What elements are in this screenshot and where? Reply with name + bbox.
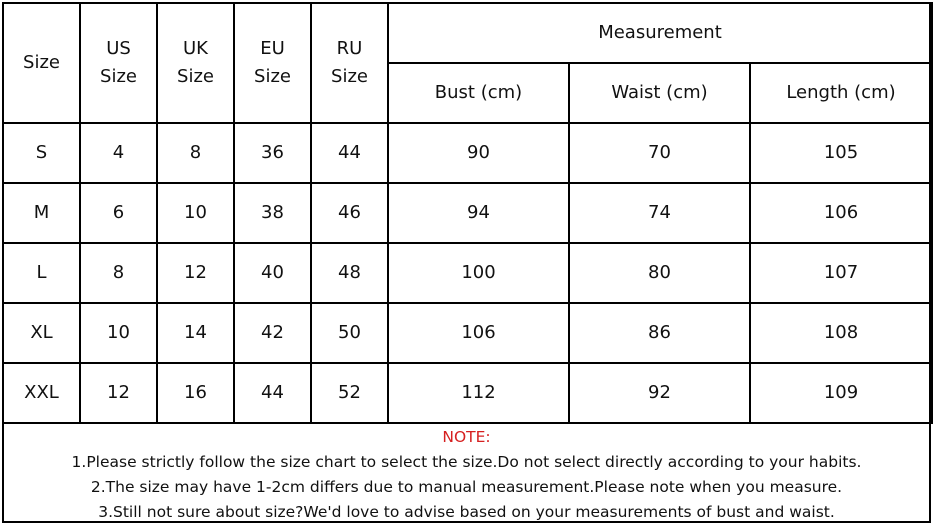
cell-eu: 44	[234, 363, 311, 423]
table-row	[3, 243, 932, 303]
cell-length: 106	[750, 183, 932, 243]
table-row	[3, 183, 932, 243]
cell-eu: 40	[234, 243, 311, 303]
header-row	[3, 3, 932, 63]
cell-us: 6	[80, 183, 157, 243]
header-uk-size-line2: Size	[177, 66, 214, 87]
cell-uk: 12	[157, 243, 234, 303]
note-line: 2.The size may have 1-2cm differs due to manual measurement.Please note when you measure.	[90, 478, 843, 496]
cell-size: XXL	[3, 363, 80, 423]
cell-size: L	[3, 243, 80, 303]
size-chart-table	[2, 2, 933, 424]
header-uk-size	[157, 3, 234, 123]
cell-waist: 70	[569, 123, 750, 183]
header-us-size-line2: Size	[100, 66, 137, 87]
cell-length: 109	[750, 363, 932, 423]
cell-bust: 112	[388, 363, 569, 423]
cell-waist: 92	[569, 363, 750, 423]
cell-size: M	[3, 183, 80, 243]
cell-uk: 10	[157, 183, 234, 243]
header-waist: Waist (cm)	[569, 63, 750, 123]
cell-size: XL	[3, 303, 80, 363]
header-eu-size-line1: EU	[260, 38, 285, 59]
header-measurement: Measurement	[388, 3, 932, 63]
cell-length: 107	[750, 243, 932, 303]
cell-waist: 80	[569, 243, 750, 303]
notes-section	[4, 424, 929, 522]
cell-ru: 44	[311, 123, 388, 183]
cell-length: 105	[750, 123, 932, 183]
cell-bust: 90	[388, 123, 569, 183]
cell-us: 12	[80, 363, 157, 423]
note-title: NOTE:	[442, 428, 491, 446]
header-us-size-line1: US	[106, 38, 131, 59]
header-bust: Bust (cm)	[388, 63, 569, 123]
cell-us: 10	[80, 303, 157, 363]
cell-bust: 100	[388, 243, 569, 303]
cell-size: S	[3, 123, 80, 183]
cell-uk: 14	[157, 303, 234, 363]
table-row	[3, 363, 932, 423]
table-row	[3, 123, 932, 183]
header-eu-size-line2: Size	[254, 66, 291, 87]
note-line: 3.Still not sure about size?We'd love to advise based on your measurements of bust and waist.	[98, 503, 835, 521]
cell-us: 4	[80, 123, 157, 183]
cell-uk: 16	[157, 363, 234, 423]
header-ru-size-line2: Size	[331, 66, 368, 87]
header-size: Size	[3, 3, 80, 123]
cell-ru: 50	[311, 303, 388, 363]
cell-length: 108	[750, 303, 932, 363]
header-us-size	[80, 3, 157, 123]
cell-eu: 36	[234, 123, 311, 183]
header-length: Length (cm)	[750, 63, 932, 123]
note-line: 1.Please strictly follow the size chart to select the size.Do not select directly according to your habits.	[71, 453, 862, 471]
cell-ru: 48	[311, 243, 388, 303]
header-ru-size	[311, 3, 388, 123]
cell-uk: 8	[157, 123, 234, 183]
header-ru-size-line1: RU	[336, 38, 363, 59]
cell-eu: 42	[234, 303, 311, 363]
cell-eu: 38	[234, 183, 311, 243]
header-eu-size	[234, 3, 311, 123]
table-row	[3, 303, 932, 363]
cell-bust: 94	[388, 183, 569, 243]
cell-ru: 46	[311, 183, 388, 243]
cell-waist: 86	[569, 303, 750, 363]
cell-bust: 106	[388, 303, 569, 363]
cell-us: 8	[80, 243, 157, 303]
cell-ru: 52	[311, 363, 388, 423]
cell-waist: 74	[569, 183, 750, 243]
header-uk-size-line1: UK	[183, 38, 208, 59]
